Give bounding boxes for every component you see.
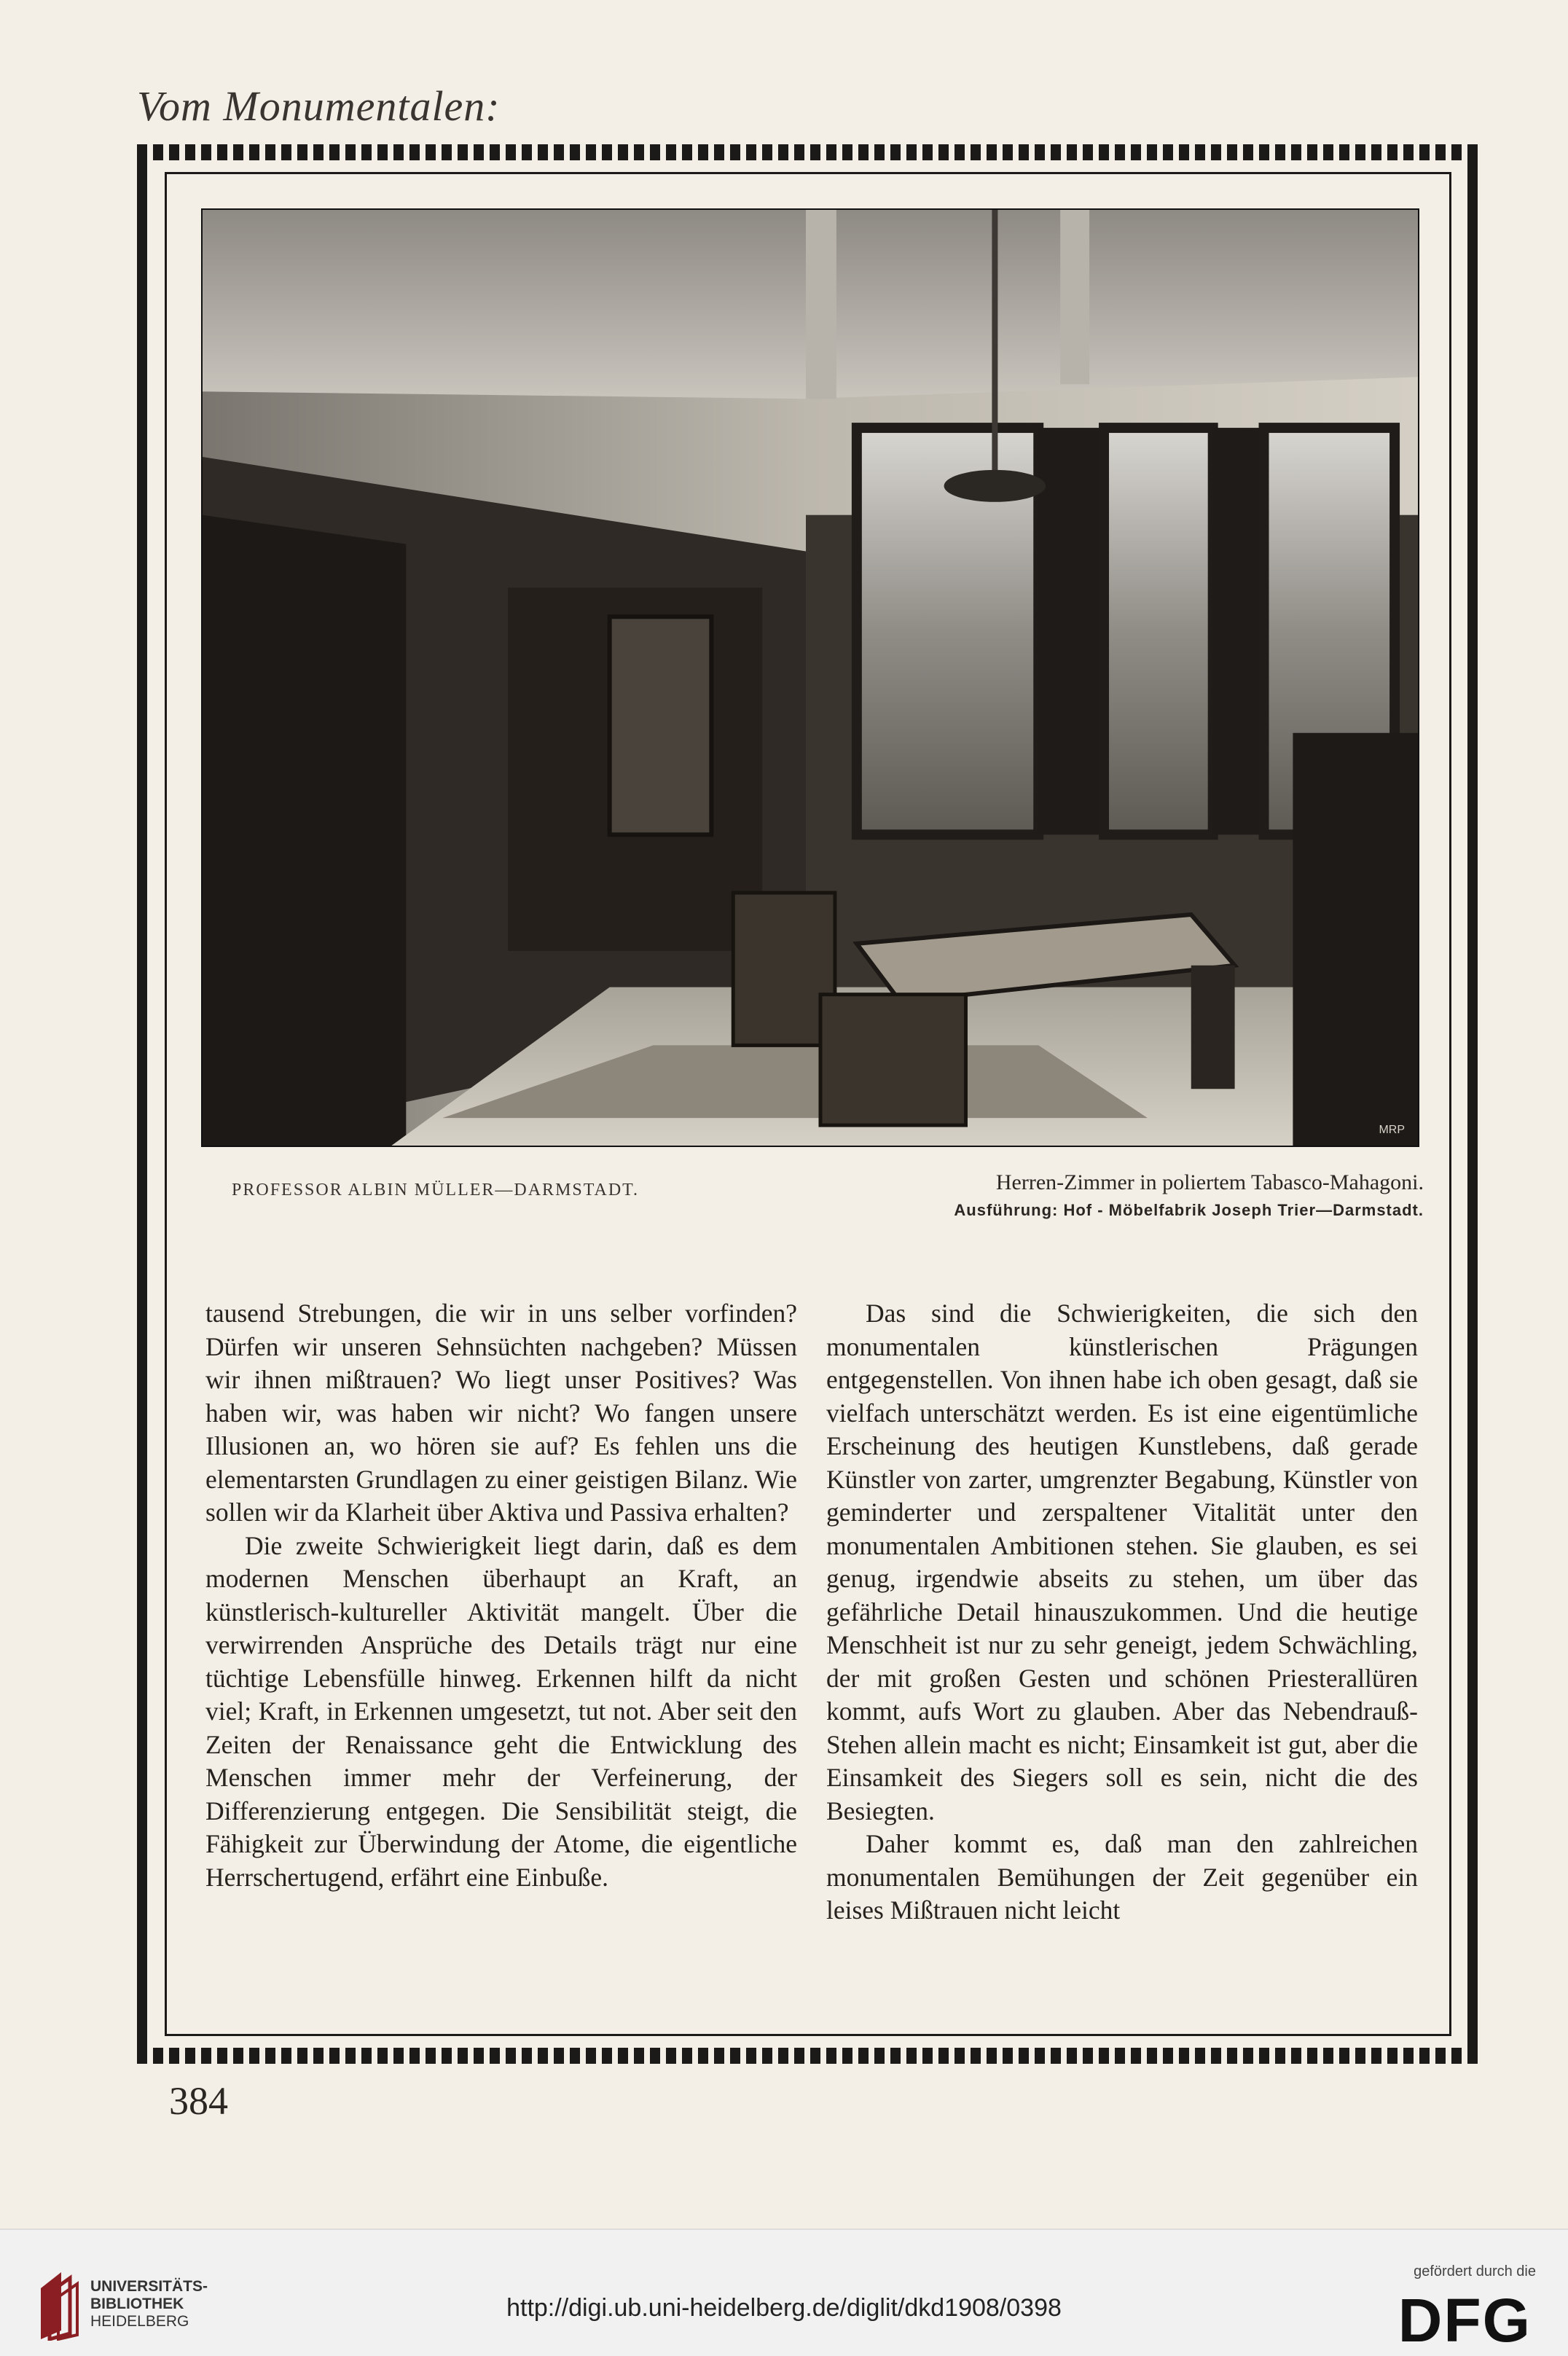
running-head: Vom Monumentalen: xyxy=(137,82,501,130)
photo-caption xyxy=(954,1170,1424,1220)
funding-note: gefördert durch die xyxy=(1414,2263,1536,2279)
permalink-url[interactable]: http://digi.ub.uni-heidelberg.de/diglit/dkd1908/0398 xyxy=(506,2294,1062,2322)
photo-signature: MRP xyxy=(1379,1124,1405,1136)
paragraph: Das sind die Schwierigkeiten, die sich den monumentalen künstlerischen Prägungen entgegenstellen. Von ihnen habe ich oben gesagt, daß sie vielfach unterschätzt werden. Es ist eine eigentümliche Erscheinung des heutigen Kunstlebens, daß gerade Künstler von zarter, umgrenzter Begabung, Künstler von geminderter und zerspaltener Vitalität unter den monumentalen Ambitionen stehen. Sie glauben, es sei genug, irgendwie abseits zu stehen, um über das gefährliche Detail hinauszukommen. Und die heutige Menschheit ist nur zu sehr geneigt, jedem Schwächling, der mit großen Gesten und schönen Priesterallüren kommt, aufs Wort zu glauben. Aber das Nebendrauß-Stehen allein macht es nicht; Einsamkeit ist gut, aber die Einsamkeit des Siegers soll es sein, nicht die des Besiegten. xyxy=(826,1299,1418,1825)
text-column-right xyxy=(826,1297,1418,1928)
page-number: 384 xyxy=(169,2079,228,2123)
paragraph: Daher kommt es, daß man den zahlreichen monumentalen Bemühungen der Zeit gegenüber ein leises Mißtrauen nicht leicht xyxy=(826,1829,1418,1925)
digitization-footer xyxy=(0,2228,1568,2356)
library-name-line: UNIVERSITÄTS- xyxy=(90,2278,208,2295)
paragraph: tausend Strebungen, die wir in uns selber vorfinden? Dürfen wir unseren Sehnsüchten nachgeben? Müssen wir ihnen mißtrauen? Wo liegt unser Positives? Was haben wir, was haben wir nicht? Wo fangen unsere Illusionen an, wo hören sie auf? Es fehlen uns die elementarsten Grundlagen zu einer geistigen Bilanz. Wie sollen wir da Klarheit über Aktiva und Passiva erhalten? xyxy=(205,1299,797,1527)
paragraph: Die zweite Schwierigkeit liegt darin, daß es dem modernen Menschen überhaupt an Kraft, an künstlerisch-kultureller Aktivität mangelt. Über die verwirrenden Ansprüche des Details trägt nur eine tüchtige Lebensfülle hinweg. Erkennen hilft da nicht viel; Kraft, in Erkennen umgesetzt, tut not. Aber seit den Zeiten der Renaissance geht die Entwicklung des Menschen immer mehr der Verfeinerung, der Differenzierung entgegen. Die Sensibilität steigt, die Fähigkeit zur Überwindung der Atome, die eigentliche Herrschertugend, erfährt eine Einbuße. xyxy=(205,1530,797,1892)
photo-caption-artist: PROFESSOR ALBIN MÜLLER—DARMSTADT. xyxy=(232,1181,640,1199)
library-name-line: HEIDELBERG xyxy=(90,2313,189,2330)
text-column-left xyxy=(205,1297,797,1894)
interior-photograph xyxy=(201,208,1419,1147)
photo-caption-credit: Ausführung: Hof - Möbelfabrik Joseph Trier—Darmstadt. xyxy=(954,1201,1424,1219)
library-name-line: BIBLIOTHEK xyxy=(90,2296,184,2312)
dfg-logo: DFG xyxy=(1398,2286,1532,2355)
photo-caption-title: Herren-Zimmer in poliertem Tabasco-Mahagoni. xyxy=(995,1170,1424,1194)
